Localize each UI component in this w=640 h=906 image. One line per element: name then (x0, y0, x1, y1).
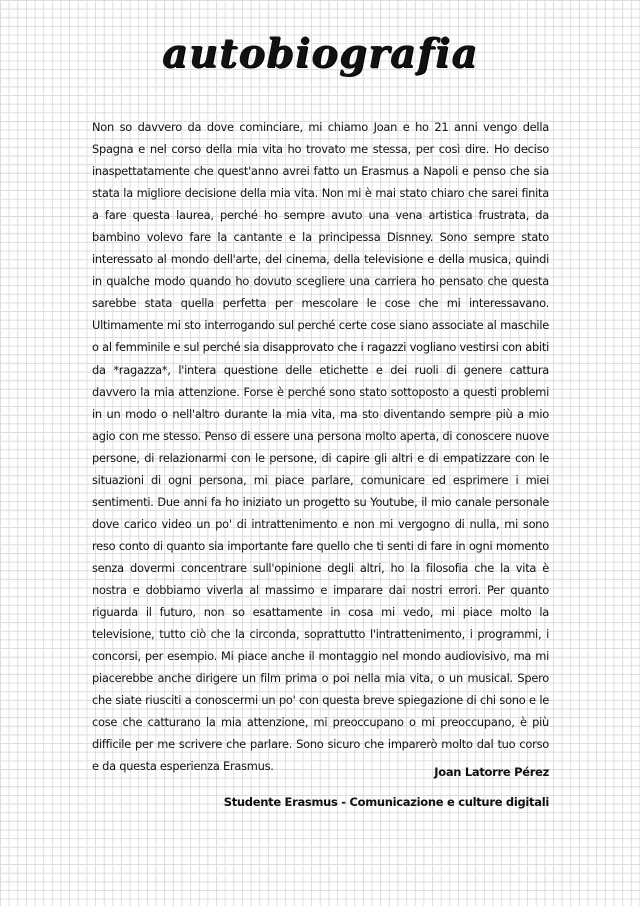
signature-name: Joan Latorre Pérez (434, 765, 549, 779)
document-title: autobiografia (161, 30, 479, 77)
body-paragraph: Non so davvero da dove cominciare, mi chiamo Joan e ho 21 anni vengo della Spagna e nel corso della mia vita ho trovato me stessa, per così dire. Ho deciso inaspettatamente che quest'anno avrei fatto un Erasmus a Napoli e penso che sia stata la migliore decisione della mia vita. Non mi è mai stato chiaro che sarei finita a fare questa laurea, perché ho sempre avuto una vena artistica frustrata, da bambino volevo fare la cantante e la principessa Disnney. Sono sempre stato interessato al mondo dell'arte, del cinema, della televisione e della musica, quindi in qualche modo quando ho dovuto scegliere una carriera ho pensato che questa sarebbe stata quella perfetta per mescolare le cose che mi interessavano. Ultimamente mi sto interrogando sul perché certe cose siano associate al maschile o al femminile e sul perché sia disapprovato che i ragazzi vogliano vestirsi con abiti da *ragazza*, l'intera questione delle etichette e dei ruoli di genere cattura davvero la mia attenzione. Forse è perché sono stato sottoposto a questi problemi in un modo o nell'altro durante la mia vita, ma sto diventando sempre più a mio agio con me stesso. Penso di essere una persona molto aperta, di conoscere nuove persone, di relazionarmi con le persone, di capire gli altri e di empatizzare con le situazioni di ogni persona, mi piace parlare, comunicare ed esprimere i miei sentimenti. Due anni fa ho iniziato un progetto su Youtube, il mio canale personale dove carico video un po' di intrattenimento e non mi vergogno di nulla, mi sono reso conto di quanto sia importante fare quello che ti senti di fare in ogni momento senza dovermi concentrare sull'opinione degli altri, ho la filosofia che la vita è nostra e dobbiamo viverla al massimo e imparare dai nostri errori. Per quanto riguarda il futuro, non so esattamente in cosa mi vedo, mi piace molto la televisione, tutto ciò che la circonda, soprattutto l'intrattenimento, i programmi, i concorsi, per esempio. Mi piace anche il montaggio nel mondo audiovisivo, ma mi piacerebbe anche dirigere un film prima o poi nella mia vita, o un musical. Spero che siate riusciti a conoscermi un po' con questa breve spiegazione di chi sono e le cose che catturano la mia attenzione, mi preoccupano o mi preoccupano, è più difficile per me scrivere che parlare. Sono sicuro che imparerò molto dal tuo corso e da questa esperienza Erasmus. (92, 120, 549, 774)
signature-role: Studente Erasmus - Comunicazione e culture digitali (223, 795, 549, 809)
